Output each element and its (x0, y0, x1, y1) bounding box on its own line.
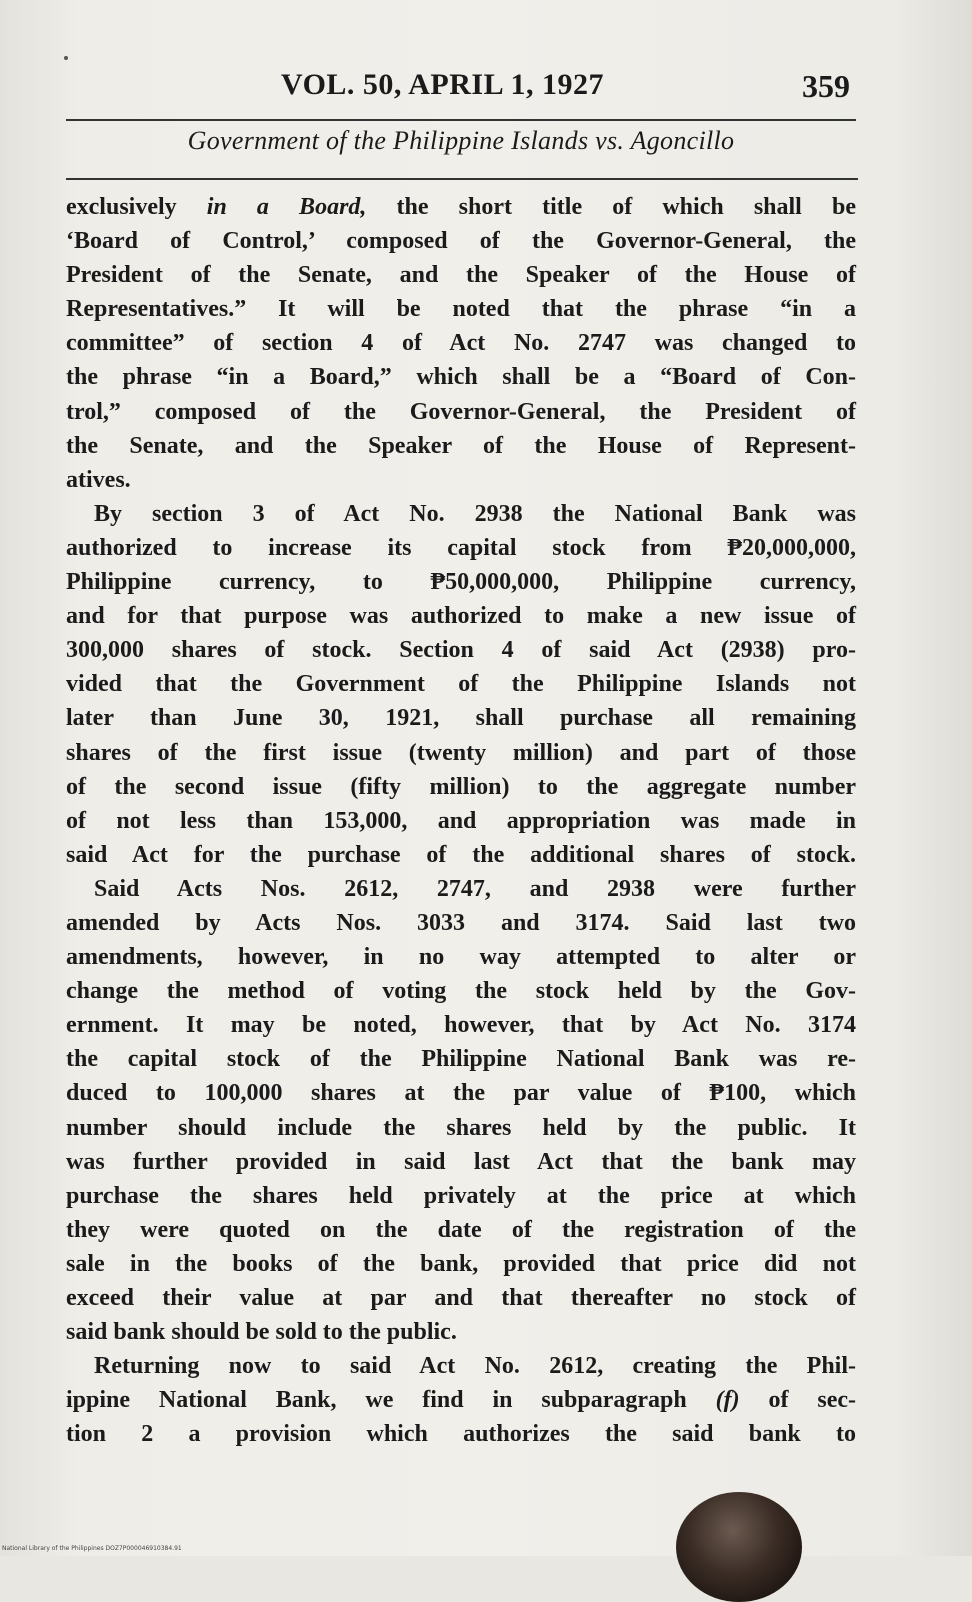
text-line: atives. (66, 466, 131, 493)
text-line: Representatives.” It will be noted that the phrase “in a (66, 296, 856, 323)
text-line: the phrase “in a Board,” which shall be a “Board of Con- (66, 364, 856, 391)
text-line: vided that the Government of the Philippine Islands not (66, 671, 856, 698)
text-line: ‘Board of Control,’ composed of the Governor-General, the (66, 228, 856, 255)
text-line: By section 3 of Act No. 2938 the National Bank was (94, 500, 856, 527)
text-line: Returning now to said Act No. 2612, creating the Phil- (94, 1353, 856, 1380)
text-line: said Act for the purchase of the additional shares of stock. (66, 841, 856, 868)
page-header (66, 66, 856, 110)
paragraph-4 (66, 1349, 856, 1451)
text-line: purchase the shares held privately at the price at which (66, 1182, 856, 1209)
text-line: ernment. It may be noted, however, that by Act No. 3174 (66, 1012, 856, 1039)
text-line: amendments, however, in no way attempted to alter or (66, 944, 856, 971)
text-line: exclusively in a Board, the short title of which shall be (66, 194, 856, 220)
text-line: President of the Senate, and the Speaker of the House of (66, 262, 856, 289)
paragraph-3 (66, 872, 856, 1349)
text-line: they were quoted on the date of the registration of the (66, 1216, 856, 1243)
text-line: and for that purpose was authorized to make a new issue of (66, 603, 856, 630)
header-rule-bottom (66, 178, 858, 180)
scan-footer-note: National Library of the Philippines DOZ7P000046910384.91 (2, 1545, 182, 1552)
text-line: trol,” composed of the Governor-General, the President of (66, 398, 856, 425)
text-line: authorized to increase its capital stock from ₱20,000,000, (66, 534, 856, 561)
scanner-thumb-shadow (676, 1492, 802, 1602)
text-line: of the second issue (fifty million) to the aggregate number (66, 773, 856, 800)
text-line: was further provided in said last Act that the bank may (66, 1148, 856, 1175)
text-line: number should include the shares held by the public. It (66, 1114, 856, 1141)
text-line: tion 2 a provision which authorizes the said bank to (66, 1421, 856, 1448)
case-title: Government of the Philippine Islands vs. Agoncillo (187, 126, 735, 155)
text-line: exceed their value at par and that thereafter no stock of (66, 1285, 856, 1311)
text-line: of not less than 153,000, and appropriation was made in (66, 807, 856, 834)
body-text (66, 190, 856, 1451)
text-line: sale in the books of the bank, provided that price did not (66, 1250, 856, 1277)
text-line: change the method of voting the stock held by the Gov- (66, 978, 856, 1005)
text-line: ippine National Bank, we find in subparagraph (f) of sec- (66, 1387, 856, 1414)
text-line: later than June 30, 1921, shall purchase all remaining (66, 705, 856, 732)
text-line: said bank should be sold to the public. (66, 1319, 457, 1346)
text-line: committee” of section 4 of Act No. 2747 was changed to (66, 330, 856, 357)
text-line: 300,000 shares of stock. Section 4 of said Act (2938) pro- (66, 637, 856, 664)
paragraph-1 (66, 190, 856, 497)
running-head: VOL. 50, APRIL 1, 1927 (281, 68, 604, 101)
header-rule-top (66, 119, 856, 121)
text-line: duced to 100,000 shares at the par value of ₱100, which (66, 1080, 856, 1107)
text-line: the capital stock of the Philippine National Bank was re- (66, 1046, 856, 1073)
paragraph-2 (66, 497, 856, 872)
scan-speck (64, 56, 68, 60)
text-line: the Senate, and the Speaker of the House of Represent- (66, 432, 856, 459)
text-line: shares of the first issue (twenty million) and part of those (66, 739, 856, 766)
text-line: Said Acts Nos. 2612, 2747, and 2938 were further (94, 875, 856, 902)
text-line: Philippine currency, to ₱50,000,000, Philippine currency, (66, 569, 856, 596)
text-line: amended by Acts Nos. 3033 and 3174. Said last two (66, 909, 856, 936)
page-number: 359 (802, 68, 850, 104)
